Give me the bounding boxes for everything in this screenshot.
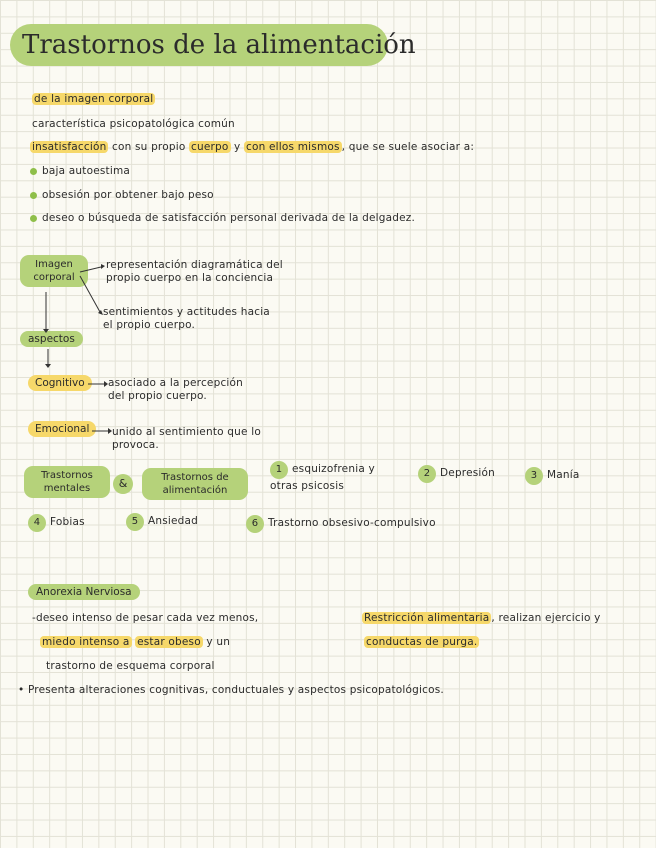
- highlight-restriccion: Restricción alimentaria: [364, 612, 490, 624]
- section-header: [32, 93, 155, 105]
- anorexia-line-3: trastorno de esquema corporal: [46, 660, 215, 672]
- bullet-item: baja autoestima: [30, 165, 130, 177]
- disorder-item-3: 3 Manía: [525, 467, 580, 485]
- cognitivo-box: Cognitivo: [28, 375, 92, 391]
- highlight-estar-obeso: estar obeso: [137, 636, 201, 648]
- star-bullet-icon: •: [18, 684, 25, 696]
- emocional-box: Emocional: [28, 421, 96, 437]
- highlight-ellos-mismos: con ellos mismos: [246, 141, 340, 153]
- feelings-text: sentimientos y actitudes hacia el propio cuerpo.: [103, 306, 270, 331]
- representation-text: representación diagramática del propio cuerpo en la conciencia: [106, 259, 283, 284]
- anorexia-header: Anorexia Nerviosa: [28, 584, 140, 600]
- disorder-item-2: 2 Depresión: [418, 465, 495, 483]
- imagen-corporal-box: Imagen corporal: [20, 255, 88, 287]
- aspectos-box: aspectos: [20, 331, 83, 347]
- anorexia-right-line-2: [364, 636, 479, 648]
- cognitivo-description: asociado a la percepción del propio cuerpo.: [108, 377, 244, 402]
- disorder-item-6: 6 Trastorno obsesivo-compulsivo: [246, 515, 436, 533]
- highlight-miedo: miedo intenso a: [42, 636, 130, 648]
- disorder-item-5: 5 Ansiedad: [126, 513, 198, 531]
- text-segment: , que se suele asociar a:: [341, 141, 475, 153]
- anorexia-right-line-1: Restricción alimentaria , realizan ejercicio y: [364, 612, 601, 624]
- bullet-item: deseo o búsqueda de satisfacción personal derivada de la delgadez.: [30, 212, 415, 224]
- anorexia-line-1: -deseo intenso de pesar cada vez menos,: [32, 612, 259, 624]
- section-header-text: de la imagen corporal: [34, 93, 154, 105]
- ampersand-badge: &: [113, 474, 133, 494]
- insatisfaccion-line: [30, 141, 474, 153]
- final-note: • Presenta alteraciones cognitivas, conductuales y aspectos psicopatológicos.: [18, 684, 444, 696]
- emocional-description: unido al sentimiento que lo provoca.: [112, 426, 261, 451]
- disorder-item-4: 4 Fobias: [28, 514, 85, 532]
- bullet-dot-icon: [30, 168, 37, 175]
- text-segment: y: [234, 141, 241, 153]
- text-segment: con su propio: [112, 141, 186, 153]
- bullet-dot-icon: [30, 215, 37, 222]
- trastornos-mentales-box: Trastornos mentales: [24, 466, 110, 498]
- bullet-dot-icon: [30, 192, 37, 199]
- page-title: Trastornos de la alimentación: [10, 24, 388, 66]
- anorexia-line-2: miedo intenso a estar obeso y un: [42, 636, 231, 648]
- trastornos-alimentacion-box: Trastornos de alimentación: [142, 468, 248, 500]
- disorder-item-1: 1 esquizofrenia y otras psicosis: [270, 463, 375, 492]
- bullet-item: obsesión por obtener bajo peso: [30, 189, 214, 201]
- highlight-cuerpo: cuerpo: [191, 141, 229, 153]
- highlight-purga: conductas de purga.: [366, 636, 478, 648]
- intro-line: característica psicopatológica común: [32, 118, 235, 130]
- highlight-insatisfaccion: insatisfacción: [32, 141, 107, 153]
